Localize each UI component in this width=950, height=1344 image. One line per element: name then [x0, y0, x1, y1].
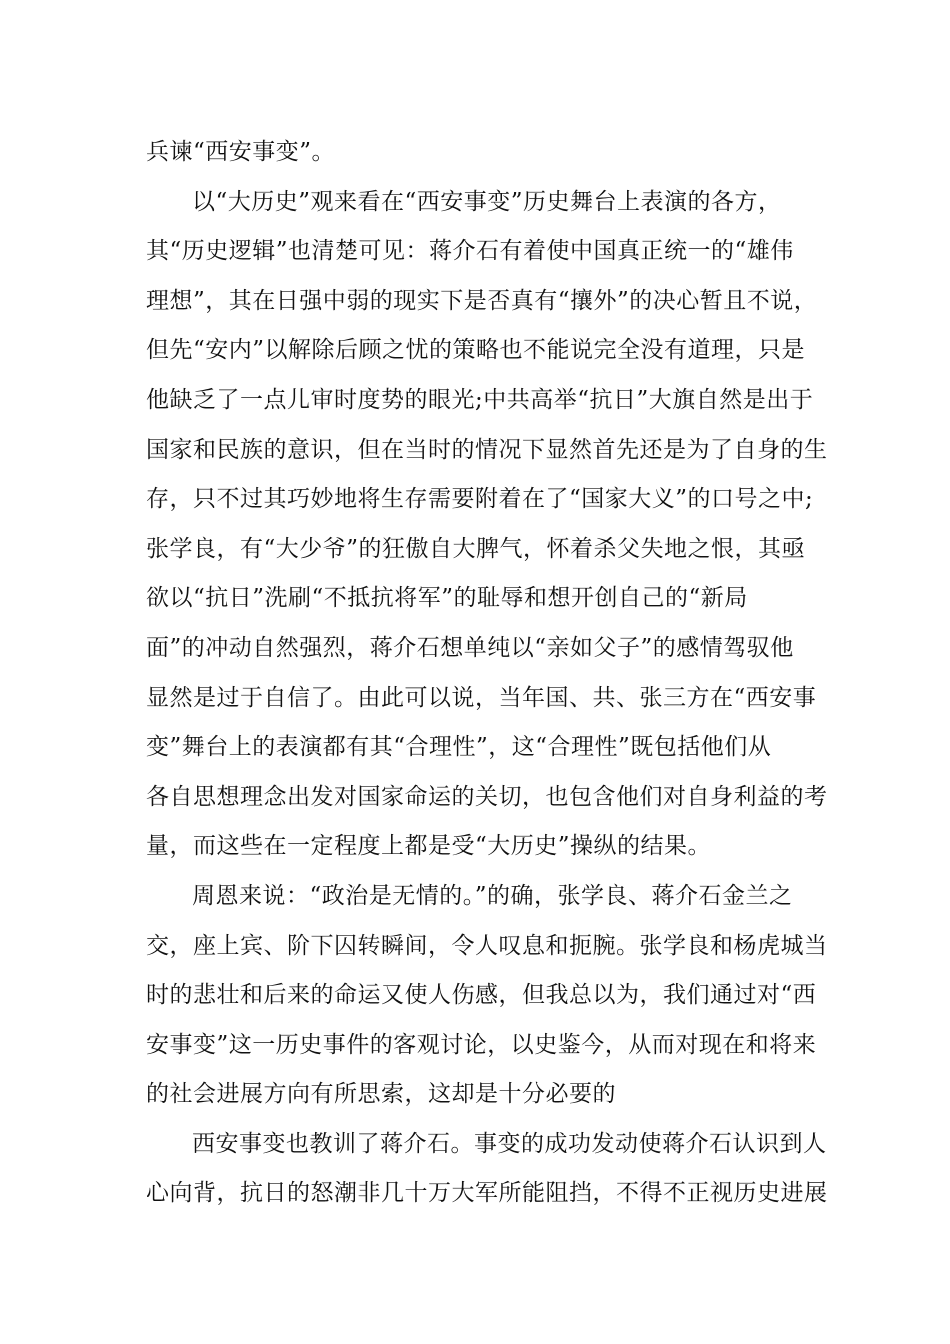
text-line: 心向背，抗日的怒潮非几十万大军所能阻挡，不得不正视历史进展	[146, 1180, 828, 1207]
text-line: 安事变”这一历史事件的客观讨论，以史鉴今，从而对现在和将来	[146, 1031, 817, 1058]
text-line: 各自思想理念出发对国家命运的关切，也包含他们对自身利益的考	[146, 783, 828, 810]
text-line: 欲以“抗日”洗刷“不抵抗将军”的耻辱和想开创自己的“新局	[146, 585, 748, 612]
text-line: 兵谏“西安事变”。	[146, 139, 336, 165]
text-line: 周恩来说：“政治是无情的。”的确，张学良、蒋介石金兰之	[192, 882, 793, 909]
text-line: 张学良，有“大少爷”的狂傲自大脾气，怀着杀父失地之恨，其亟	[146, 535, 806, 562]
text-line: 交，座上宾、阶下囚转瞬间，令人叹息和扼腕。张学良和杨虎城当	[146, 932, 828, 959]
text-line: 其“历史逻辑”也清楚可见：蒋介石有着使中国真正统一的“雄伟	[146, 238, 794, 265]
text-line: 存，只不过其巧妙地将生存需要附着在了“国家大义”的口号之中;	[146, 486, 814, 513]
text-line: 西安事变也教训了蒋介石。事变的成功发动使蒋介石认识到人	[192, 1130, 827, 1157]
text-line: 但先“安内”以解除后顾之忧的策略也不能说完全没有道理，只是	[146, 337, 806, 364]
text-line: 的社会进展方向有所思索，这却是十分必要的	[146, 1081, 616, 1108]
text-line: 变”舞台上的表演都有其“合理性”，这“合理性”既包括他们从	[146, 734, 772, 761]
body-text	[146, 128, 836, 1219]
text-line: 显然是过于自信了。由此可以说，当年国、共、张三方在“西安事	[146, 684, 817, 711]
text-line: 理想”，其在日强中弱的现实下是否真有“攘外”的决心暂且不说，	[146, 287, 818, 314]
text-line: 量，而这些在一定程度上都是受“大历史”操纵的结果。	[146, 833, 712, 860]
text-line: 面”的冲动自然强烈，蒋介石想单纯以“亲如父子”的感情驾驭他	[146, 634, 794, 661]
text-line: 以“大历史”观来看在“西安事变”历史舞台上表演的各方，	[192, 188, 782, 215]
text-line: 他缺乏了一点儿审时度势的眼光;中共高举“抗日”大旗自然是出于	[146, 386, 814, 413]
text-line: 国家和民族的意识，但在当时的情况下显然首先还是为了自身的生	[146, 436, 828, 463]
text-line: 时的悲壮和后来的命运又使人伤感，但我总以为，我们通过对“西	[146, 982, 817, 1009]
